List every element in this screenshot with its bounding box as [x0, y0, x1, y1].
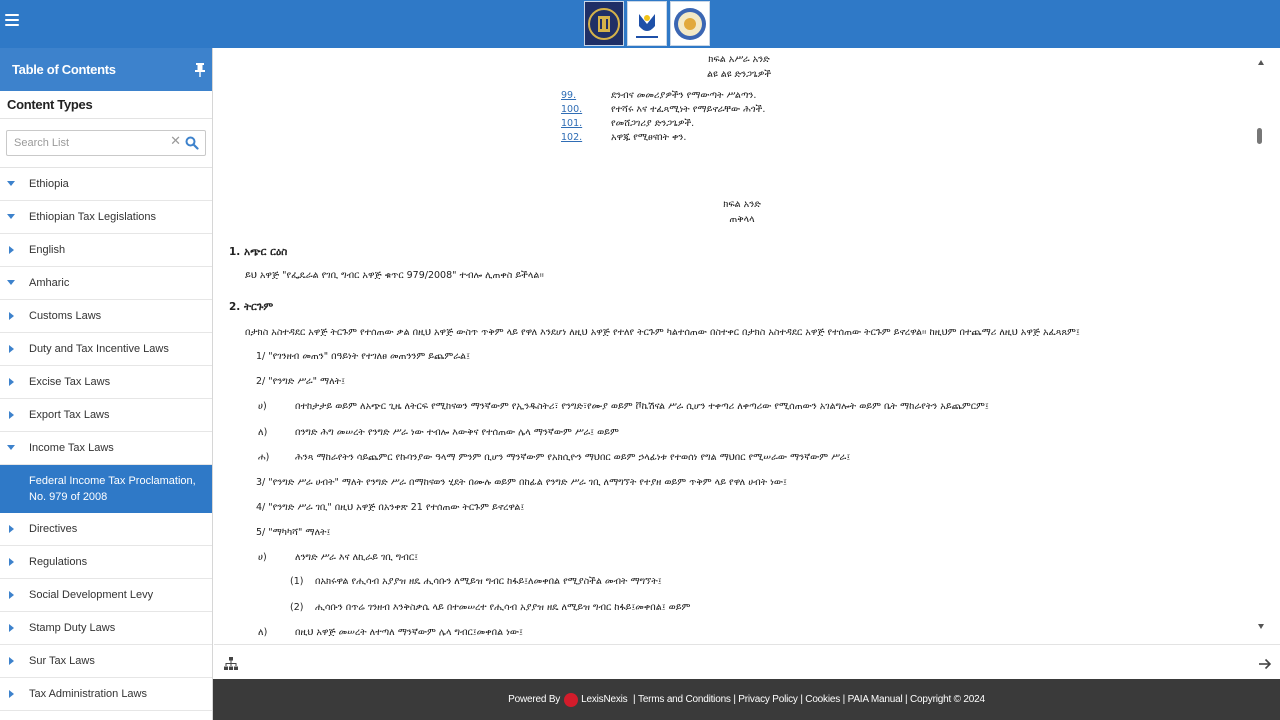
caret-down-icon[interactable]	[7, 445, 15, 450]
definition-4: 4/ "የንግድ ሥራ ገቢ" በዚህ አዋጅ በአንቀጽ 21 የተሰጠው ትርጉም ይኖረዋል፤	[256, 502, 525, 513]
tree-item-social-development-levy[interactable]: Social Development Levy	[0, 579, 212, 612]
section-2-title: 2. ትርጉም	[229, 301, 274, 313]
section-part-subheading: ጠቅላላ	[729, 214, 755, 225]
caret-right-icon[interactable]	[9, 624, 14, 632]
definition-5a: ሀ) ለንግድ ሥራ እና ለኪራይ ገቢ ግብር፤	[258, 552, 418, 563]
caret-right-icon[interactable]	[9, 657, 14, 665]
caret-right-icon[interactable]	[9, 558, 14, 566]
section-1-title: 1. አጭር ርዕስ	[229, 246, 288, 258]
toc-entry: 100. የተሻሩ እና ተፈጻሚነት የማይኖራቸው ሕጎች.	[561, 104, 765, 118]
search-container	[0, 119, 212, 168]
tree-item-amharic[interactable]: Amharic	[0, 267, 212, 300]
powered-by-label: Powered By	[508, 694, 561, 705]
section-part-heading: ክፍል አንድ	[723, 199, 761, 210]
toc-link[interactable]: 99.	[561, 90, 577, 101]
paia-manual-link[interactable]: PAIA Manual	[847, 694, 903, 705]
search-icon[interactable]	[185, 135, 199, 149]
document-scrollbar[interactable]	[1254, 54, 1268, 640]
tree-item-ethiopian-tax-legislations[interactable]: Ethiopian Tax Legislations	[0, 201, 212, 234]
caret-right-icon[interactable]	[9, 591, 14, 599]
caret-right-icon[interactable]	[9, 411, 14, 419]
caret-down-icon[interactable]	[7, 181, 15, 186]
ministry-seal-logo	[584, 1, 624, 46]
lexisnexis-logo	[564, 693, 627, 707]
privacy-policy-link[interactable]: Privacy Policy	[738, 694, 798, 705]
tree-item-sur-tax-laws[interactable]: Sur Tax Laws	[0, 645, 212, 678]
content-types-label: Content Types	[0, 91, 212, 119]
toc-title: Table of Contents	[12, 62, 116, 77]
document-viewer	[214, 48, 1270, 644]
sitemap-icon[interactable]	[224, 656, 238, 670]
caret-down-icon[interactable]	[7, 214, 15, 219]
tree-item-regulations[interactable]: Regulations	[0, 546, 212, 579]
caret-down-icon[interactable]	[7, 280, 15, 285]
document-toolbar	[214, 644, 1280, 679]
part-heading-2: ልዩ ልዩ ድንጋጌዎች	[706, 69, 772, 80]
hamburger-menu-icon[interactable]	[5, 14, 19, 28]
definition-5b: ለ) በዚህ አዋጅ መሠረት ለተጣለ ማንኛውም ሌላ ግብር፤መቀበል ነው፤	[258, 627, 523, 638]
toc-entry: 102. አዋጁ የሚፀናበት ቀን.	[561, 132, 765, 146]
clear-search-icon[interactable]: ✕	[170, 134, 181, 149]
definition-1: 1/ "የገንዘብ መጠን" በዓይነት የተገለፀ መጠንንም ይጨምራል፤	[256, 351, 470, 362]
ministry-emblem-logo	[627, 1, 667, 46]
lexisnexis-emblem-icon	[564, 693, 578, 707]
definition-5a-2: (2) ሒሳቡን በጥሬ ገንዘብ እንቅስቃሴ ላይ በተመሠረተ የሒሳብ አያያዝ ዘዴ ለሚይዝ ግብር ከፋይ፤መቀበል፤ ወይም	[290, 602, 691, 613]
caret-right-icon[interactable]	[9, 246, 14, 254]
scrollbar-thumb[interactable]	[1257, 128, 1262, 144]
caret-right-icon[interactable]	[9, 345, 14, 353]
definition-5a-1: (1) በአክሩዋል የሒሳብ አያያዝ ዘዴ ሒሳቡን ለሚይዝ ግብር ከፋይ፤ለመቀበል የሚያስችል መብት ማግኘት፤	[290, 576, 662, 587]
terms-link[interactable]: Terms and Conditions	[638, 694, 731, 705]
document-toc	[561, 90, 765, 146]
section-1-text: ይህ አዋጅ "የፌዴራል የገቢ ግብር አዋጅ ቁጥር 979/2008" ተብሎ ሊጠቀስ ይችላል፡፡	[245, 270, 544, 281]
copyright-text: Copyright © 2024	[910, 694, 985, 705]
toc-entry: 101. የመሸጋገሪያ ድንጋጌዎች.	[561, 118, 765, 132]
footer: Powered By LexisNexis | Terms and Conditions | Privacy Policy | Cookies | PAIA Manual | Copyright © 2024	[213, 679, 1280, 720]
caret-right-icon[interactable]	[9, 378, 14, 386]
toc-link[interactable]: 102.	[561, 132, 583, 143]
revenue-authority-seal-logo	[670, 1, 710, 46]
caret-right-icon[interactable]	[9, 690, 14, 698]
caret-right-icon[interactable]	[9, 525, 14, 533]
definition-2b: ለ) በንግድ ሕግ መሠረት የንግድ ሥራ ነው ተብሎ እውቅና የተሰጠው ሌላ ማንኛውም ሥራ፤ ወይም	[258, 427, 619, 438]
pin-icon[interactable]	[194, 63, 206, 77]
tree-item-ethiopia[interactable]: Ethiopia	[0, 168, 212, 201]
tree-item-english[interactable]: English	[0, 234, 212, 267]
toc-header	[0, 48, 212, 91]
scroll-down-arrow-icon[interactable]	[1258, 624, 1264, 629]
definition-2c: ሐ) ሕንጻ ማከራየትን ሳይጨምር የኩባንያው ዓላማ ምንም ቢሆን ማንኛውም የአክሲዮን ማህበር ወይም ኃላፊነቱ የተወሰነ የግል ማህበር የሚሠራው ማንኛውም ሥራ፤	[258, 452, 851, 463]
scroll-up-arrow-icon[interactable]	[1258, 60, 1264, 65]
tree-item-directives[interactable]: Directives	[0, 513, 212, 546]
table-of-contents-sidebar	[0, 48, 213, 720]
tree-item-tax-administration-laws[interactable]: Tax Administration Laws	[0, 678, 212, 711]
cookies-link[interactable]: Cookies	[805, 694, 841, 705]
definition-2a: ሀ) በተከታታይ ወይም ለአጭር ጊዜ ለትርፍ የሚከናወን ማንኛውም የኢንዱስትሪ፣ የንግድ፣የሙያ ወይም ቮኬሽናል ሥራ ሲሆን ተቀጣሪ ለቀጣሪው የሚሰጠውን አገልግሎት ወይም ቤት ማከራየትን አይጨምርም፤	[258, 401, 989, 412]
tree-item-duty-tax-incentive-laws[interactable]: Duty and Tax Incentive Laws	[0, 333, 212, 366]
tree-item-export-tax-laws[interactable]: Export Tax Laws	[0, 399, 212, 432]
tree-item-federal-income-tax-proclamation[interactable]: Federal Income Tax Proclamation, No. 979 of 2008	[0, 465, 212, 513]
search-input[interactable]	[7, 131, 167, 155]
definition-2: 2/ "የንግድ ሥራ" ማለት፤	[256, 376, 345, 387]
content-tree	[0, 168, 212, 711]
lexisnexis-brand: LexisNexis	[581, 694, 628, 705]
top-bar	[0, 0, 1280, 48]
caret-right-icon[interactable]	[9, 312, 14, 320]
definition-3: 3/ "የንግድ ሥራ ሀብት" ማለት የንግድ ሥራ በማከናወን ሂደት በሙሉ ወይም በከፊል የንግድ ሥራ ገቢ ለማግኘት የተያዘ ወይም ጥቅም ላይ የዋለ ሀብት ነው፤	[256, 477, 787, 488]
search-box	[6, 130, 206, 156]
toc-entry: 99. ደንብና መመሪያዎችን የማውጣት ሥልጣን.	[561, 90, 765, 104]
arrow-right-icon[interactable]	[1258, 656, 1272, 670]
tree-item-customs-laws[interactable]: Customs Laws	[0, 300, 212, 333]
section-2-intro: በታክስ አስተዳደር አዋጅ ትርጉም የተሰጠው ቃል በዚህ አዋጅ ውስጥ ጥቅም ላይ የዋለ እንደሆነ ለዚህ አዋጅ የተለየ ትርጉም ካልተሰጠው በስተቀር በታክስ አስተዳደር አዋጅ የተሰጠው ትርጉም ይኖረዋል፡፡ ከዚህም በተጨማሪ ለዚህ አዋጅ አፈጻጸም፤	[245, 327, 1080, 338]
toc-link[interactable]: 100.	[561, 104, 583, 115]
part-heading-1: ክፍል አሥራ አንድ	[708, 54, 770, 65]
toc-link[interactable]: 101.	[561, 118, 583, 129]
header-logos	[584, 1, 710, 46]
definition-5: 5/ "ማካካሻ" ማለት፤	[256, 527, 331, 538]
tree-item-stamp-duty-laws[interactable]: Stamp Duty Laws	[0, 612, 212, 645]
tree-item-income-tax-laws[interactable]: Income Tax Laws	[0, 432, 212, 465]
tree-item-excise-tax-laws[interactable]: Excise Tax Laws	[0, 366, 212, 399]
